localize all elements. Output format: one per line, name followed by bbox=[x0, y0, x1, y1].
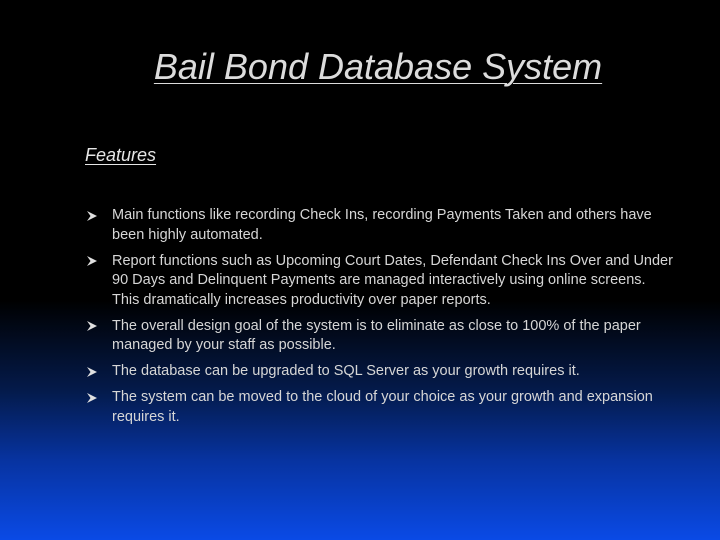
list-item bbox=[86, 362, 676, 382]
list-item bbox=[86, 388, 676, 427]
arrow-bullet-icon bbox=[86, 252, 112, 272]
list-item-text: The system can be moved to the cloud of your choice as your growth and expansion requires it. bbox=[112, 389, 653, 425]
list-item bbox=[86, 206, 676, 245]
list-item-text: Main functions like recording Check Ins, recording Payments Taken and others have been highly automated. bbox=[112, 207, 652, 243]
list-item-text: The database can be upgraded to SQL Server as your growth requires it. bbox=[112, 363, 580, 379]
list-item-text: The overall design goal of the system is to eliminate as close to 100% of the paper managed by your staff as possible. bbox=[112, 317, 641, 353]
slide-subtitle: Features bbox=[85, 145, 157, 165]
list-item bbox=[86, 252, 676, 311]
arrow-bullet-icon bbox=[86, 317, 112, 337]
arrow-bullet-icon bbox=[86, 388, 112, 408]
list-item bbox=[86, 317, 676, 356]
arrow-bullet-icon bbox=[86, 362, 112, 382]
list-item-text: Report functions such as Upcoming Court Dates, Defendant Check Ins Over and Under 90 Days and Delinquent Payments are managed interactively using online screens. This dramatically increases productivity over paper reports. bbox=[112, 252, 673, 308]
feature-list bbox=[86, 206, 676, 434]
arrow-bullet-icon bbox=[86, 206, 112, 226]
slide-title: Bail Bond Database System bbox=[153, 46, 603, 87]
